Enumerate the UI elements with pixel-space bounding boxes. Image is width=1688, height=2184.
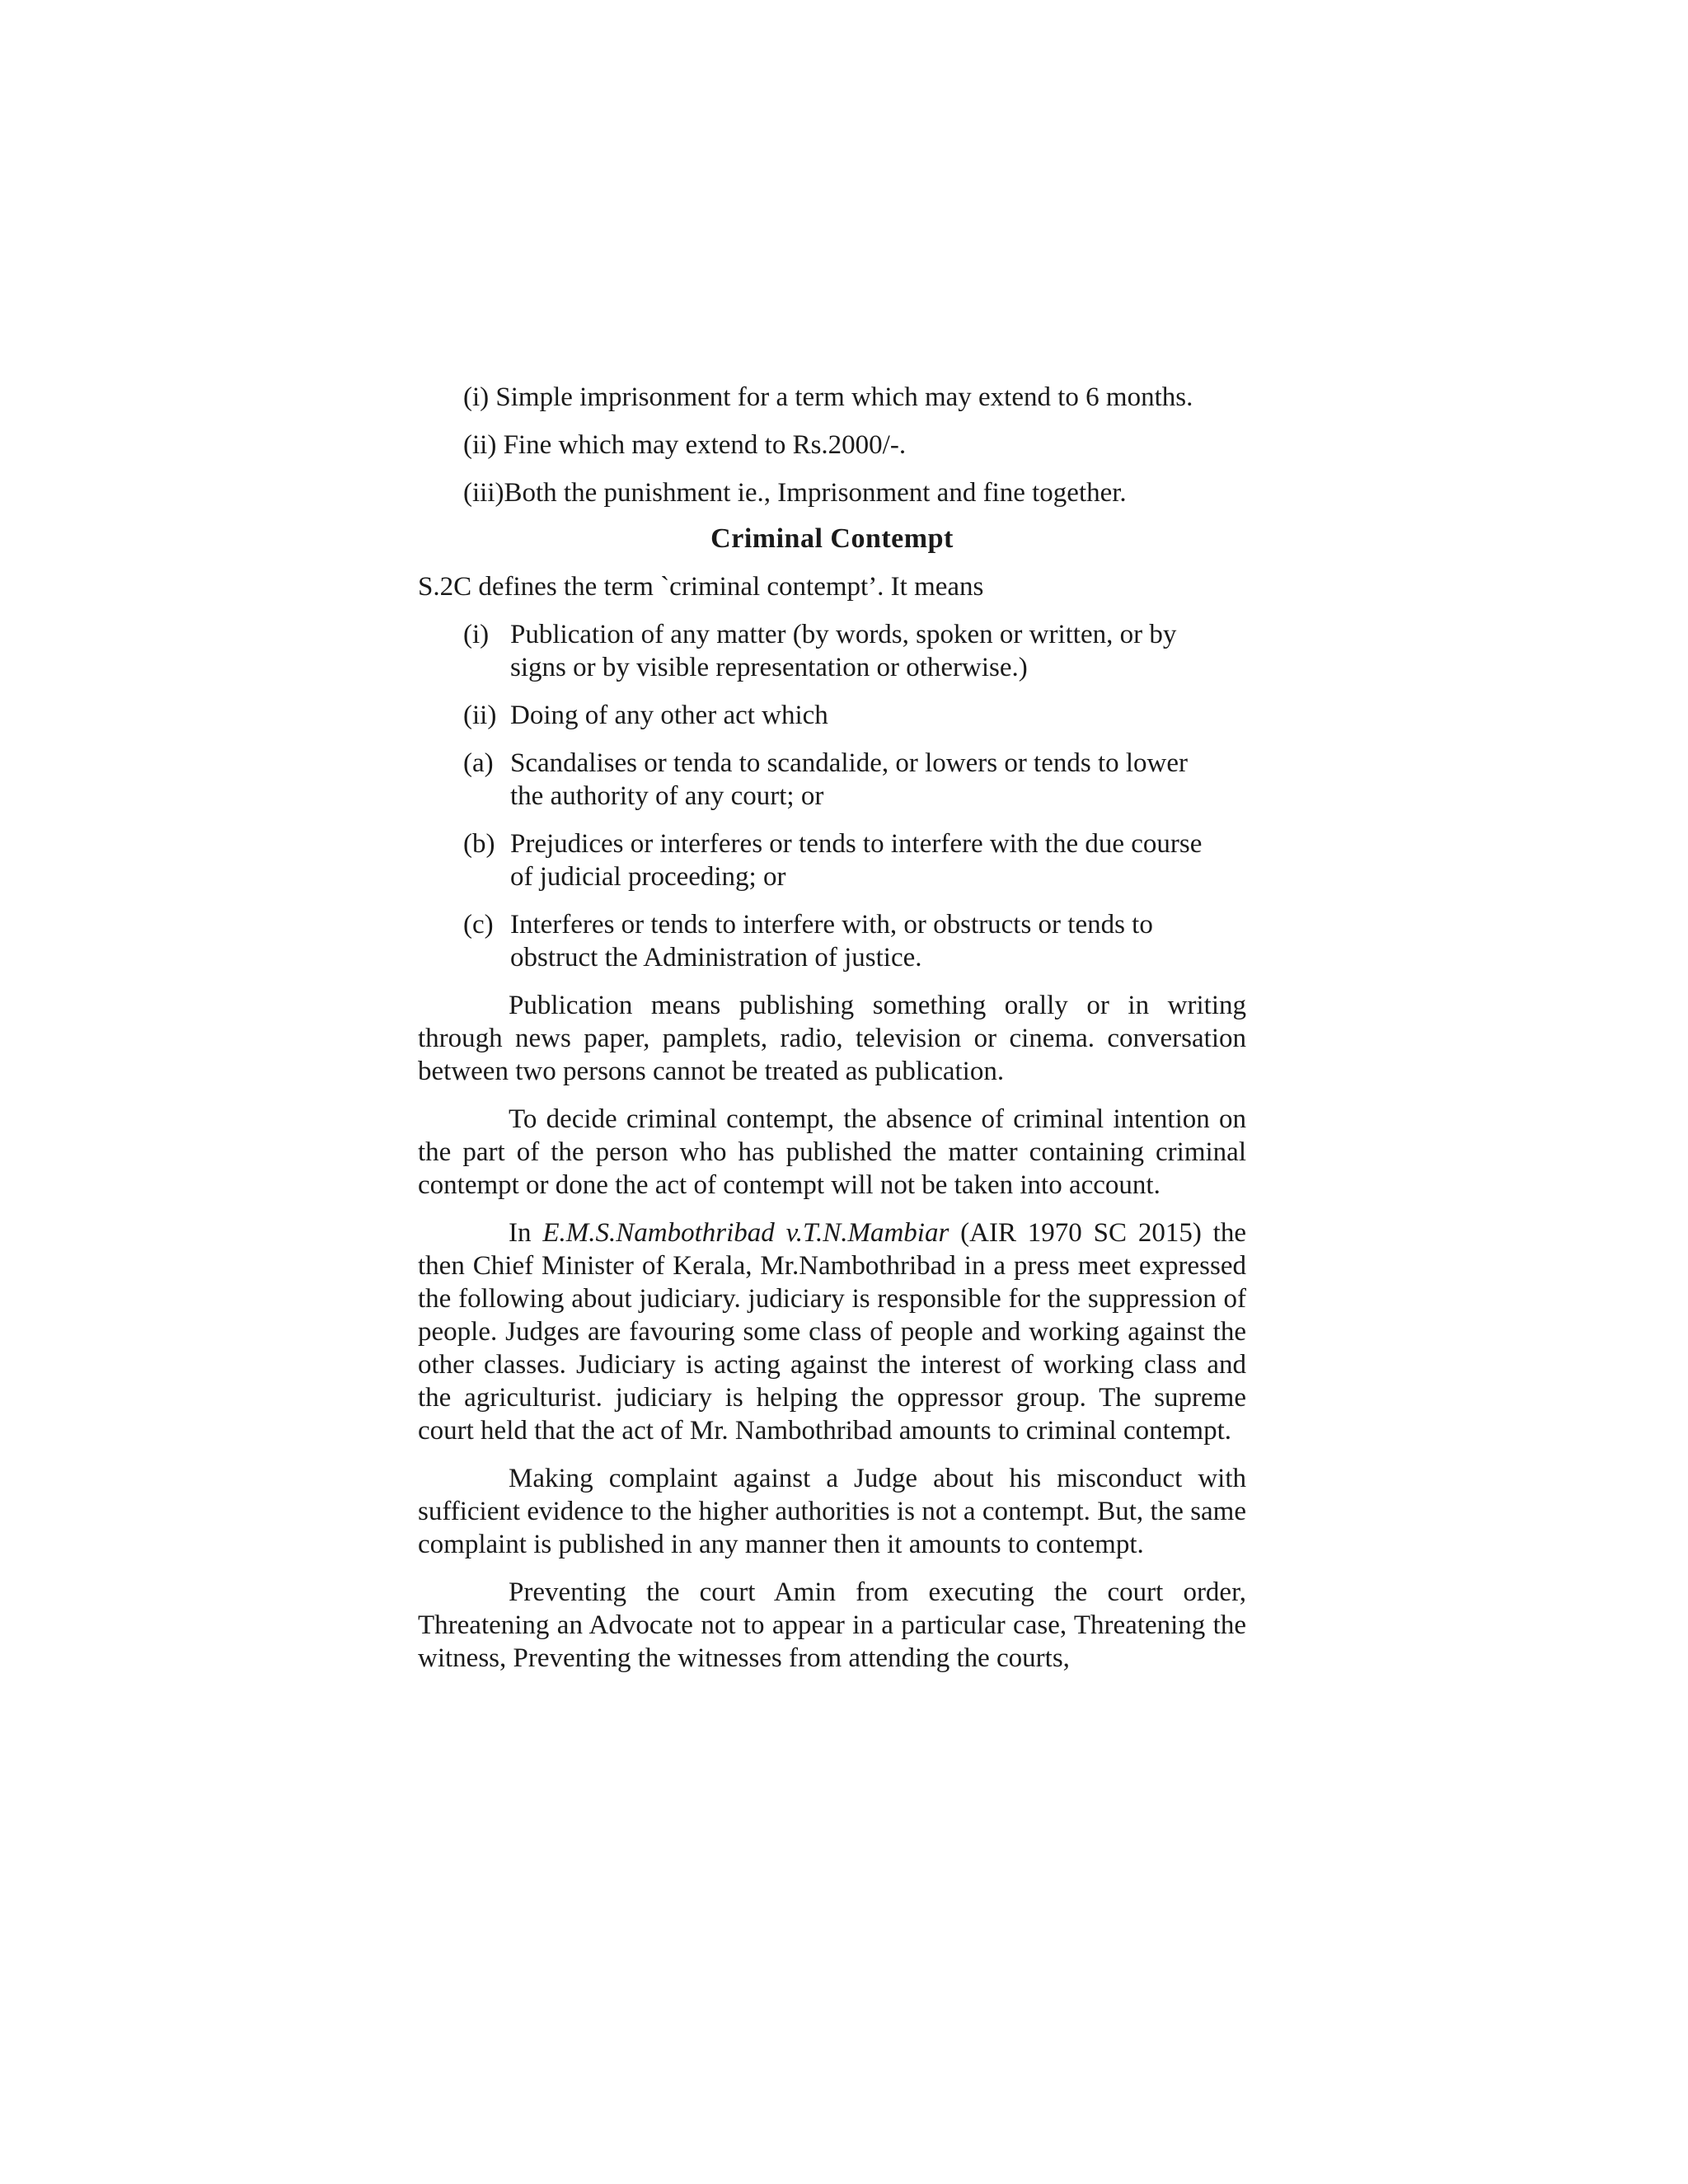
punishment-item: (iii)Both the punishment ie., Imprisonment and fine together. bbox=[463, 478, 1127, 508]
case-body: (AIR 1970 SC 2015) the then Chief Minister of Kerala, Mr.Nambothribad in a press meet expressed the following about judiciary. judiciary is responsible for the suppression of people. Judges are favouring some class of people and working against the other classes. Judiciary is acting against the interest of working class and the agriculturist. judiciary is helping the oppressor group. The supreme court held that the act of Mr. Nambothribad amounts to criminal contempt. bbox=[418, 1218, 1246, 1446]
clause-marker: (a) bbox=[463, 748, 494, 778]
clause-item bbox=[463, 908, 1246, 974]
case-prefix: In bbox=[509, 1218, 543, 1248]
clause-item bbox=[463, 747, 1246, 813]
paragraph-complaint: Making complaint against a Judge about his misconduct with sufficient evidence to the higher authorities is not a contempt. But, the same complaint is published in any manner then it amounts to contempt. bbox=[418, 1464, 1246, 1559]
punishment-item: (i) Simple imprisonment for a term which may extend to 6 months. bbox=[463, 382, 1193, 412]
paragraph-examples: Preventing the court Amin from executing the court order, Threatening an Advocate not to appear in a particular case, Threatening the witness, Preventing the witnesses from attending the courts, bbox=[418, 1577, 1246, 1673]
clause-item bbox=[463, 699, 1246, 732]
clause-marker: (c) bbox=[463, 910, 494, 940]
text-body bbox=[418, 381, 1246, 1690]
clause-list bbox=[418, 618, 1246, 974]
paragraph-publication: Publication means publishing something orally or in writing through news paper, pamplets, radio, television or cinema. conversation between two persons cannot be treated as publication. bbox=[418, 991, 1246, 1086]
definition-intro: S.2C defines the term `criminal contempt’. It means bbox=[418, 572, 984, 602]
clause-item bbox=[463, 618, 1246, 684]
punishment-item: (ii) Fine which may extend to Rs.2000/-. bbox=[463, 430, 907, 460]
clause-text: Publication of any matter (by words, spoken or written, or by signs or by visible representation or otherwise.) bbox=[510, 620, 1177, 682]
clause-text: Interferes or tends to interfere with, or obstructs or tends to obstruct the Administration of justice. bbox=[510, 910, 1153, 972]
clause-text: Prejudices or interferes or tends to interfere with the due course of judicial proceeding; or bbox=[510, 829, 1203, 892]
clause-text: Scandalises or tenda to scandalide, or lowers or tends to lower the authority of any court; or bbox=[510, 748, 1189, 811]
clause-marker: (ii) bbox=[463, 701, 497, 730]
clause-text: Doing of any other act which bbox=[510, 701, 828, 730]
paragraph-intention: To decide criminal contempt, the absence of criminal intention on the part of the person who has published the matter containing criminal contempt or done the act of contempt will not be taken into account. bbox=[418, 1104, 1246, 1200]
paragraph-case bbox=[418, 1216, 1246, 1447]
clause-marker: (b) bbox=[463, 829, 495, 859]
section-heading: Criminal Contempt bbox=[710, 523, 954, 554]
clause-item bbox=[463, 827, 1246, 893]
punishment-list bbox=[418, 381, 1246, 509]
clause-marker: (i) bbox=[463, 620, 490, 649]
case-name: E.M.S.Nambothribad v.T.N.Mambiar bbox=[542, 1218, 950, 1248]
